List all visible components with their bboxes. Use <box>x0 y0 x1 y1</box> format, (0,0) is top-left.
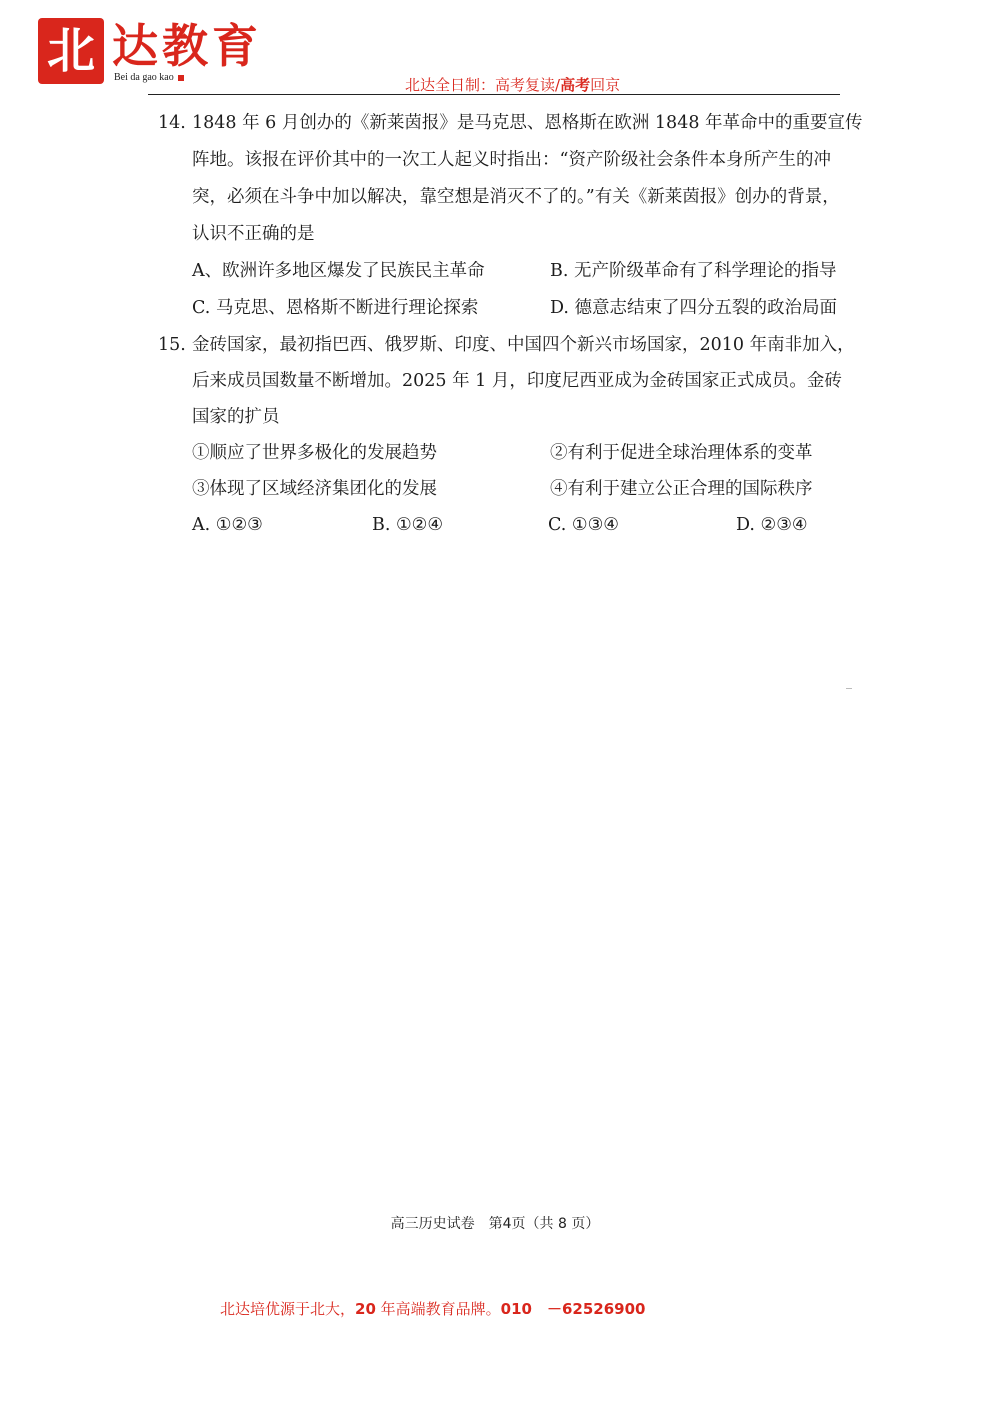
slogan-part2: 回京 <box>590 76 621 94</box>
header-slogan <box>405 74 620 95</box>
question-15-option-d: D. ②③④ <box>736 515 808 535</box>
question-14-stem-line-2: 阵地。该报在评价其中的一次工人起义时指出：“资产阶级社会条件本身所产生的冲 <box>192 150 831 170</box>
logo-mark: 北 <box>38 18 104 84</box>
question-15-stem-line-1: 金砖国家，最初指巴西、俄罗斯、印度、中国四个新兴市场国家，2010 年南非加入， <box>192 335 855 355</box>
question-15-stem-line-3: 国家的扩员 <box>192 407 280 427</box>
question-14-stem-line-4: 认识不正确的是 <box>192 224 315 244</box>
question-14-option-d: D. 德意志结束了四分五裂的政治局面 <box>550 298 838 318</box>
ad-part1: 北达培优源于北大， <box>220 1300 356 1318</box>
logo-subtitle-text: Bei da gao kao <box>114 72 174 83</box>
question-14-stem-line-1: 1848 年 6 月创办的《新莱茵报》是马克思、恩格斯在欧洲 1848 年革命中的重要宣传 <box>192 113 863 133</box>
question-15-statement-3: ③体现了区域经济集团化的发展 <box>192 479 437 499</box>
question-14-option-b: B. 无产阶级革命有了科学理论的指导 <box>550 261 837 281</box>
question-14-option-a: A、欧洲许多地区爆发了民族民主革命 <box>192 261 485 281</box>
logo-subtitle <box>114 72 184 83</box>
header-divider <box>148 94 840 95</box>
square-icon <box>178 75 184 81</box>
brand-logo <box>38 18 288 90</box>
logo-text: 达教育 <box>112 19 262 73</box>
question-14-number: 14. <box>158 113 186 133</box>
footer-advert <box>220 1298 645 1319</box>
question-15-number: 15. <box>158 335 186 355</box>
slogan-part1: 北达全日制：高考复读/ <box>405 76 561 94</box>
question-15-statement-1: ①顺应了世界多极化的发展趋势 <box>192 443 437 463</box>
scan-speck <box>846 688 852 689</box>
ad-phone: 010 －62526900 <box>500 1300 646 1318</box>
page-number: 高三历史试卷 第4页（共 8 页） <box>390 1216 600 1232</box>
question-15-option-a: A. ①②③ <box>192 515 263 535</box>
question-15-option-c: C. ①③④ <box>548 515 619 535</box>
question-14-stem-line-3: 突，必须在斗争中加以解决，靠空想是消灭不了的。”有关《新莱茵报》创办的背景， <box>192 187 840 207</box>
ad-bold1: 20 <box>355 1300 376 1318</box>
question-15-statement-2: ②有利于促进全球治理体系的变革 <box>550 443 813 463</box>
question-14-option-c: C. 马克思、恩格斯不断进行理论探索 <box>192 298 479 318</box>
question-15-stem-line-2: 后来成员国数量不断增加。2025 年 1 月，印度尼西亚成为金砖国家正式成员。金砖 <box>192 371 842 391</box>
slogan-bold: 高考 <box>560 76 591 94</box>
question-15-statement-4: ④有利于建立公正合理的国际秩序 <box>550 479 813 499</box>
question-15-option-b: B. ①②④ <box>372 515 444 535</box>
ad-part2: 年高端教育品牌。 <box>375 1300 501 1318</box>
